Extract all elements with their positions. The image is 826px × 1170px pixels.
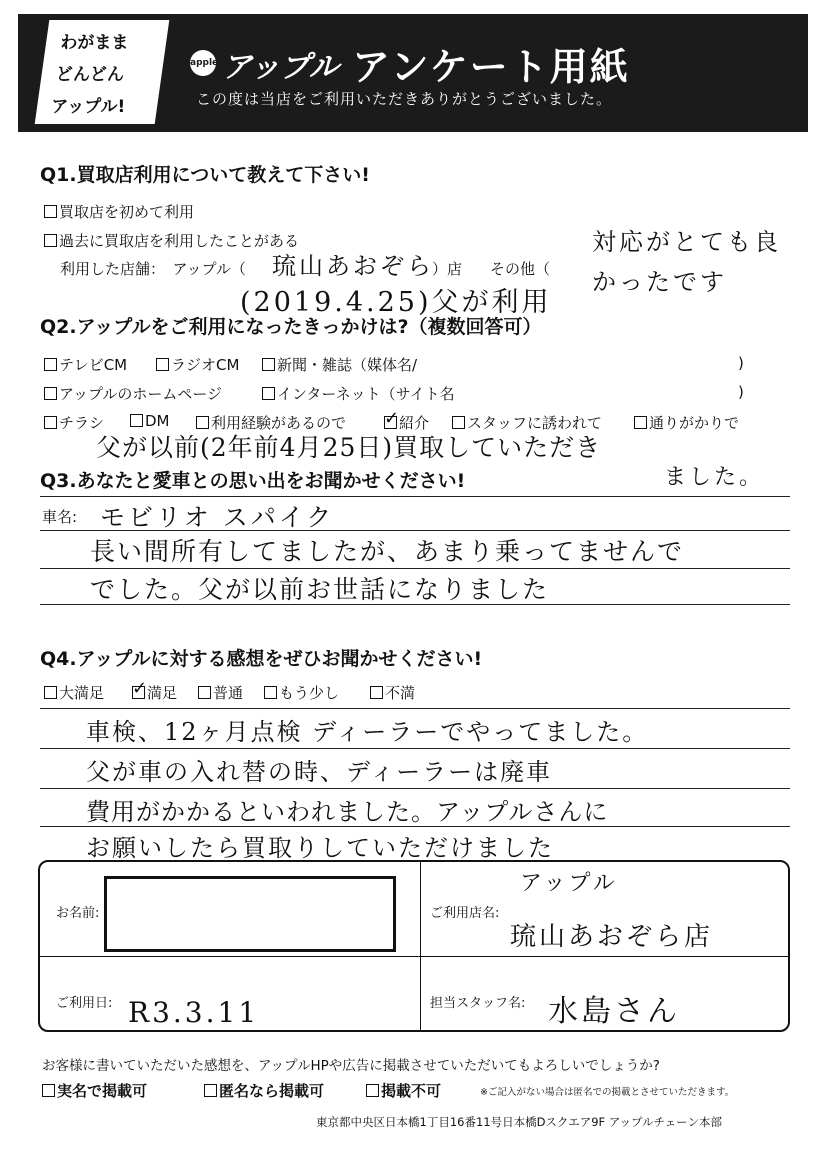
checkbox[interactable] xyxy=(264,686,277,699)
q2-option[interactable]: インターネット（サイト名 xyxy=(262,383,455,404)
car-name-handwritten: モビリオ スパイク xyxy=(100,503,335,532)
check-mark-icon: ✓ xyxy=(384,408,400,429)
check-mark-icon: ✓ xyxy=(132,678,148,699)
paren-close: ) xyxy=(738,354,744,372)
panel-divider xyxy=(40,956,788,957)
apple-logo-icon: apple xyxy=(190,50,216,76)
slogan-line: わがまま xyxy=(60,33,129,53)
q4-option[interactable]: もう少し xyxy=(264,682,339,703)
q2-title: Q2.アップルをご利用になったきっかけは?（複数回答可） xyxy=(40,316,542,338)
page-title: アンケート用紙 xyxy=(352,45,630,89)
checkbox[interactable] xyxy=(366,1084,379,1097)
q2-option[interactable]: 通りがかりで xyxy=(634,412,739,433)
q1-title: Q1.買取店利用について教えて下さい! xyxy=(40,164,370,186)
q2-option[interactable]: アップルのホームページ xyxy=(44,383,222,404)
store-suffix: ）店 xyxy=(432,260,463,278)
q2-option[interactable]: DM xyxy=(130,412,170,430)
divider xyxy=(40,708,790,709)
consent-option[interactable]: 掲載不可 xyxy=(366,1080,441,1101)
consent-question: お客様に書いていただいた感想を、アップルHPや広告に掲載させていただいてもよろしいでしょうか? xyxy=(42,1058,660,1074)
checkbox[interactable] xyxy=(198,686,211,699)
q4-option[interactable]: 普通 xyxy=(198,682,243,703)
checkbox[interactable] xyxy=(44,234,57,247)
q2-option[interactable]: 新聞・雑誌（媒体名/ xyxy=(262,354,417,375)
other-label: その他（ xyxy=(490,260,551,278)
q2-option[interactable]: スタッフに誘われて xyxy=(452,412,602,433)
checkbox[interactable] xyxy=(262,358,275,371)
checkbox-checked[interactable] xyxy=(132,678,148,699)
checkbox[interactable] xyxy=(204,1084,217,1097)
store-label: 利用した店舗： アップル（ xyxy=(60,260,246,278)
q4-option-checked[interactable]: ✓ 満足 xyxy=(132,678,178,702)
store-name-handwritten: アップル xyxy=(520,871,618,896)
redacted-name-box xyxy=(104,876,396,952)
consent-option[interactable]: 実名で掲載可 xyxy=(42,1080,147,1101)
q4-title: Q4.アップルに対する感想をぜひお聞かせください! xyxy=(40,648,483,670)
q4-option[interactable]: 不満 xyxy=(370,682,415,703)
store-name-label: ご利用店名: xyxy=(430,906,500,921)
panel-divider xyxy=(420,862,421,1030)
checkbox[interactable] xyxy=(262,387,275,400)
q3-title: Q3.あなたと愛車との思い出をお聞かせください! xyxy=(40,470,466,492)
divider xyxy=(40,496,790,497)
divider xyxy=(40,604,790,605)
other-handwritten: 対応がとても良かったです xyxy=(592,228,781,296)
name-label: お名前: xyxy=(56,906,100,921)
checkbox[interactable] xyxy=(634,416,647,429)
slogan-badge xyxy=(35,20,170,124)
q2-option[interactable]: ラジオCM xyxy=(156,354,239,375)
divider xyxy=(40,568,790,569)
brand-logo: アップル xyxy=(222,50,339,85)
q4-handwritten: 費用がかかるといわれました。アップルさんに xyxy=(86,798,609,826)
divider xyxy=(40,530,790,531)
checkbox[interactable] xyxy=(130,414,143,427)
store-handwritten: 琉山あおぞら xyxy=(272,252,434,280)
q2-option[interactable]: テレビCM xyxy=(44,354,127,375)
q2-option[interactable]: チラシ xyxy=(44,412,104,433)
q2-handwritten: 父が以前(2年前4月25日)買取していただき xyxy=(96,433,602,462)
checkbox[interactable] xyxy=(44,387,57,400)
date-handwritten: R3.3.11 xyxy=(128,996,260,1029)
divider xyxy=(40,788,790,789)
checkbox[interactable] xyxy=(156,358,169,371)
date-note-handwritten: (2019.4.25)父が利用 xyxy=(240,287,552,318)
paren-close: ) xyxy=(738,383,744,401)
slogan-line: どんどん xyxy=(55,65,124,85)
q2-option-checked[interactable]: ✓ 紹介 xyxy=(384,408,430,432)
checkbox[interactable] xyxy=(370,686,383,699)
car-name-label: 車名: xyxy=(42,508,78,526)
staff-handwritten: 水島さん xyxy=(548,994,680,1029)
q4-handwritten: 父が車の入れ替の時、ディーラーは廃車 xyxy=(86,758,553,786)
q3-handwritten: でした。父が以前お世話になりました xyxy=(90,575,550,604)
q1-option[interactable]: 買取店を初めて利用 xyxy=(44,201,194,222)
footer-address: 東京都中央区日本橋1丁目16番11号日本橋Dスクエア9F アップルチェーン本部 xyxy=(316,1115,722,1129)
checkbox[interactable] xyxy=(44,416,57,429)
consent-note: ※ご記入がない場合は匿名での掲載とさせていただきます。 xyxy=(480,1087,735,1098)
consent-option[interactable]: 匿名なら掲載可 xyxy=(204,1080,324,1101)
q4-option[interactable]: 大満足 xyxy=(44,682,104,703)
q2-option[interactable]: 利用経験があるので xyxy=(196,412,346,433)
slogan-line: アップル! xyxy=(51,97,126,117)
q3-handwritten: 長い間所有してましたが、あまり乗ってませんで xyxy=(90,537,685,566)
q2-handwritten: ました。 xyxy=(664,465,765,490)
date-label: ご利用日: xyxy=(56,996,113,1011)
checkbox[interactable] xyxy=(44,686,57,699)
checkbox[interactable] xyxy=(44,205,57,218)
page-subtitle: この度は当店をご利用いただきありがとうございました。 xyxy=(196,90,613,108)
divider xyxy=(40,748,790,749)
q1-option[interactable]: 過去に買取店を利用したことがある xyxy=(44,230,299,251)
checkbox[interactable] xyxy=(42,1084,55,1097)
q4-handwritten: 車検、12ヶ月点検 ディーラーでやってました。 xyxy=(86,718,649,746)
store-name-handwritten: 琉山あおぞら店 xyxy=(510,922,714,952)
q4-handwritten: お願いしたら買取りしていただけました xyxy=(86,834,554,862)
staff-label: 担当スタッフ名: xyxy=(430,996,526,1011)
divider xyxy=(40,826,790,827)
checkbox[interactable] xyxy=(44,358,57,371)
